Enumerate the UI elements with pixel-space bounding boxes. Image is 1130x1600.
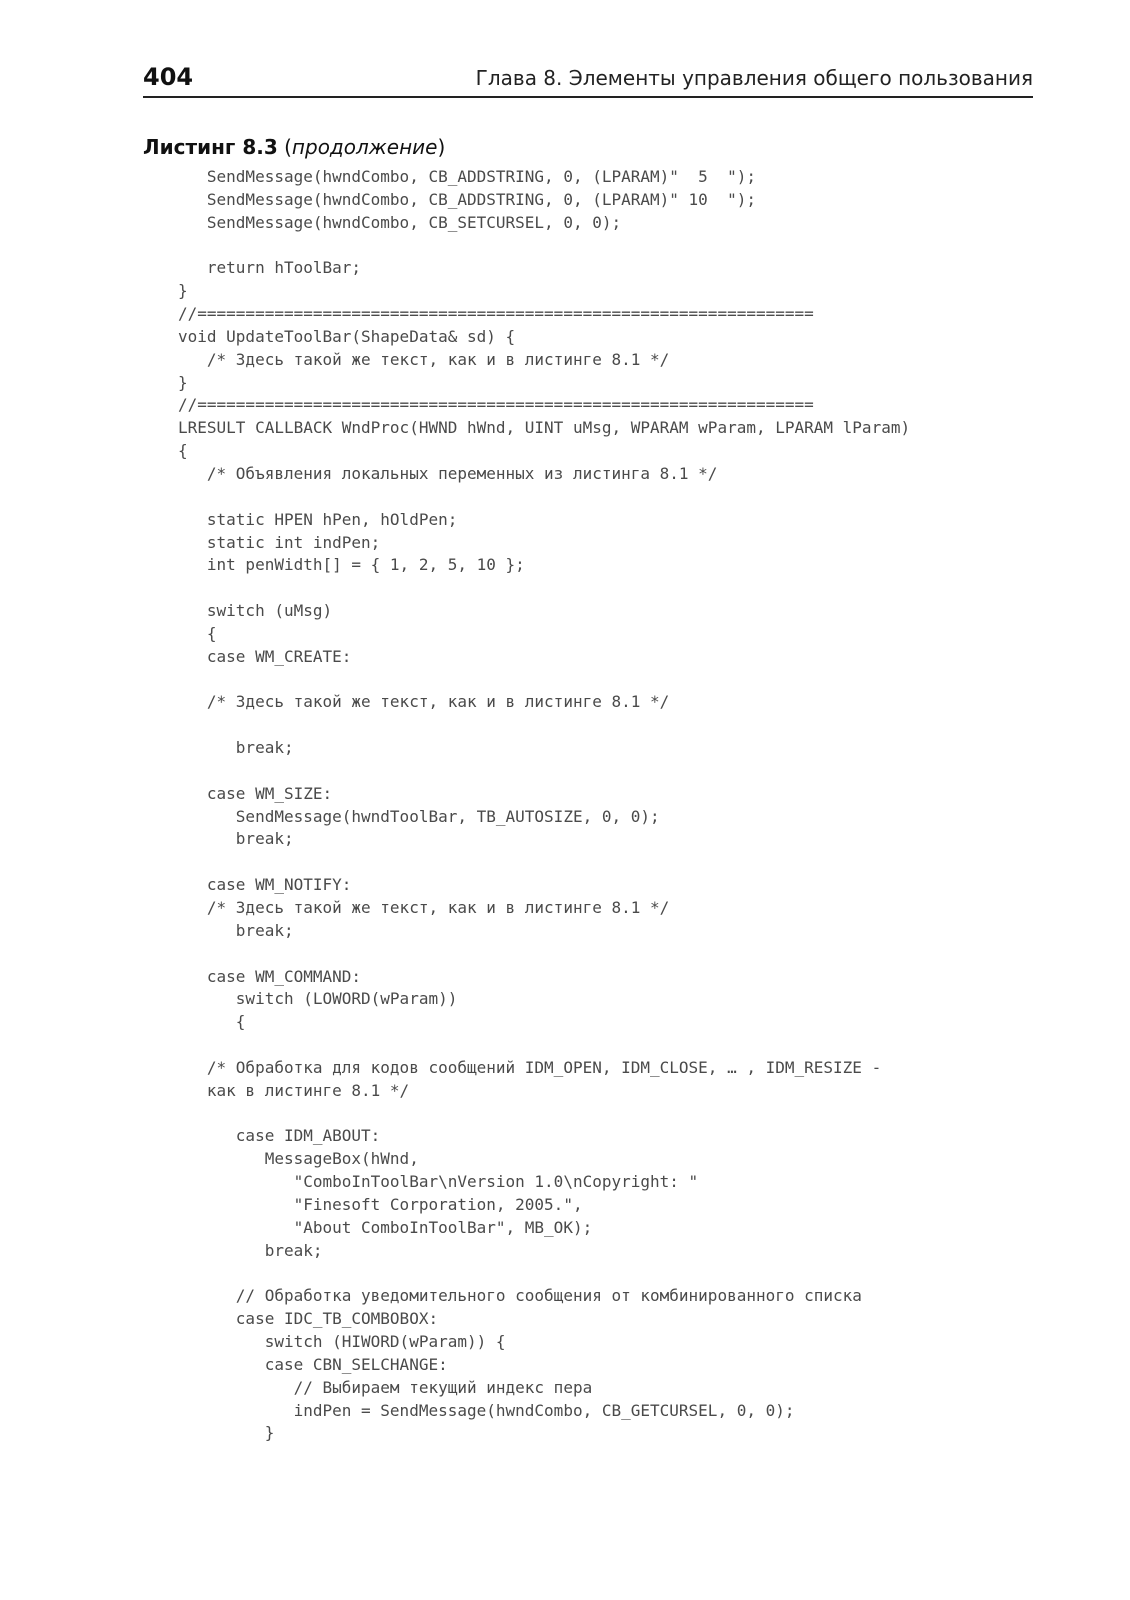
code-line: case WM_NOTIFY: <box>178 875 352 895</box>
code-line: case WM_SIZE: <box>178 783 333 803</box>
code-line <box>178 714 910 737</box>
code-line: case CBN_SELCHANGE: <box>178 1354 448 1374</box>
code-line: /* Здесь такой же текст, как и в листинге 8.1 */ <box>178 692 670 712</box>
code-line: /* Здесь такой же текст, как и в листинге 8.1 */ <box>178 898 670 917</box>
code-line: { <box>178 623 217 643</box>
code-line <box>178 669 910 692</box>
header-rule <box>143 96 1033 98</box>
code-line: int penWidth[] = { 1, 2, 5, 10 }; <box>178 555 525 575</box>
code-line: // Обработка уведомительного сообщения от комбинированного списка <box>178 1286 862 1306</box>
code-line: break; <box>178 920 294 940</box>
code-line <box>178 851 910 874</box>
listing-title: Листинг 8.3 <box>143 135 278 159</box>
code-line: } <box>178 1423 275 1443</box>
code-line: indPen = SendMessage(hwndCombo, CB_GETCURSEL, 0, 0); <box>178 1400 795 1420</box>
code-line: "About ComboInToolBar", MB_OK); <box>178 1217 593 1237</box>
code-line: void UpdateToolBar(ShapeData& sd) { <box>178 326 516 346</box>
code-line: "Finesoft Corporation, 2005.", <box>178 1194 583 1214</box>
code-line <box>178 1263 910 1286</box>
code-line: /* Объявления локальных переменных из листинга 8.1 */ <box>178 463 718 483</box>
code-line: case IDM_ABOUT: <box>178 1126 381 1146</box>
code-line <box>178 577 910 600</box>
code-line: //================================================================ <box>178 304 814 324</box>
code-line: //================================================================ <box>178 395 814 415</box>
code-line: SendMessage(hwndToolBar, TB_AUTOSIZE, 0, 0); <box>178 806 660 826</box>
code-line <box>178 1034 910 1057</box>
code-line: /* Обработка для кодов сообщений IDM_OPEN, IDM_CLOSE, … , IDM_RESIZE - <box>178 1057 882 1077</box>
code-line: return hToolBar; <box>178 258 362 278</box>
code-line: } <box>178 372 188 392</box>
code-line: LRESULT CALLBACK WndProc(HWND hWnd, UINT uMsg, WPARAM wParam, LPARAM lParam) <box>178 418 911 438</box>
code-line: { <box>178 441 188 461</box>
page-number: 404 <box>143 63 194 91</box>
code-line: /* Здесь такой же текст, как и в листинге 8.1 */ <box>178 349 670 369</box>
code-line: SendMessage(hwndCombo, CB_SETCURSEL, 0, 0); <box>178 212 622 232</box>
code-line: "ComboInToolBar\nVersion 1.0\nCopyright: " <box>178 1172 699 1192</box>
code-line: static HPEN hPen, hOldPen; <box>178 509 458 529</box>
code-line <box>178 235 910 258</box>
code-line: static int indPen; <box>178 532 381 552</box>
code-line: break; <box>178 738 294 758</box>
code-line: case WM_CREATE: <box>178 646 352 666</box>
code-line: } <box>178 281 188 301</box>
code-line: break; <box>178 1240 323 1260</box>
code-line <box>178 760 910 783</box>
code-line: MessageBox(hWnd, <box>178 1149 419 1169</box>
code-line: case IDC_TB_COMBOBOX: <box>178 1309 439 1329</box>
listing-caption: Листинг 8.3 (продолжение) <box>143 135 446 159</box>
listing-continuation: продолжение <box>291 135 438 159</box>
code-line: // Выбираем текущий индекс пера <box>178 1377 593 1397</box>
code-line: как в листинге 8.1 */ <box>178 1080 410 1100</box>
code-line: case WM_COMMAND: <box>178 966 362 986</box>
code-line: SendMessage(hwndCombo, CB_ADDSTRING, 0, (LPARAM)" 10 "); <box>178 189 756 209</box>
code-line <box>178 1103 910 1126</box>
code-line <box>178 486 910 509</box>
code-line: { <box>178 1012 246 1032</box>
code-line: break; <box>178 829 294 849</box>
code-line: switch (uMsg) <box>178 601 333 621</box>
code-line: switch (LOWORD(wParam)) <box>178 989 458 1009</box>
code-line <box>178 943 910 966</box>
code-line: switch (HIWORD(wParam)) { <box>178 1332 506 1352</box>
code-listing <box>178 166 910 1445</box>
code-line: SendMessage(hwndCombo, CB_ADDSTRING, 0, (LPARAM)" 5 "); <box>178 167 756 186</box>
running-head: Глава 8. Элементы управления общего пользования <box>475 66 1033 90</box>
